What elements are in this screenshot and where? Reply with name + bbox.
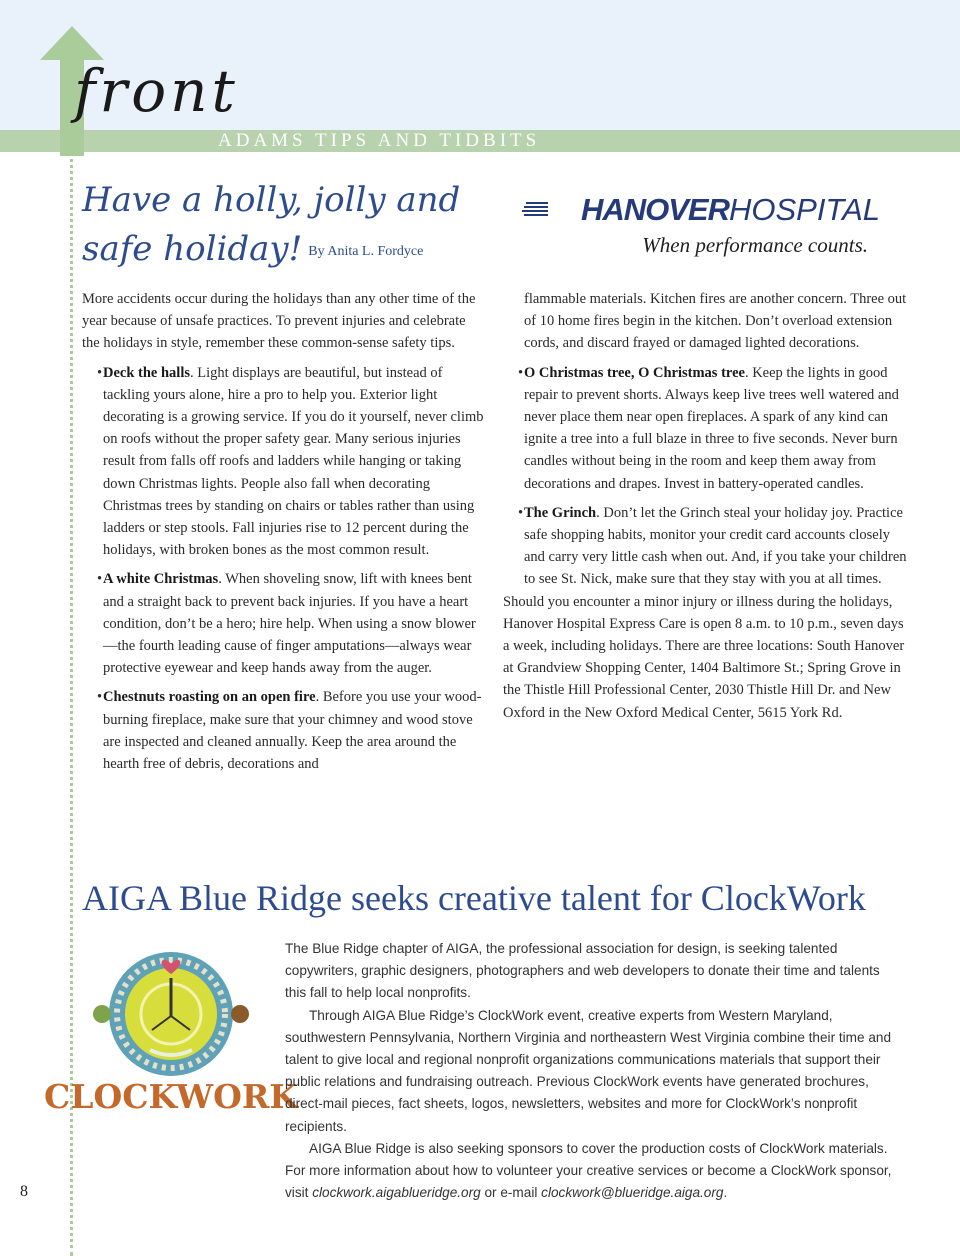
tip-lead: A white Christmas (103, 571, 219, 588)
hospital-name (518, 192, 880, 228)
section-subtitle: ADAMS TIPS AND TIDBITS (218, 130, 541, 151)
tip-lead: Deck the halls (103, 364, 190, 381)
article-intro: More accidents occur during the holidays than any other time of the year because of unsafe practices. To prevent injuries and celebrate the holidays in style, remember these common-sense safety tips. (82, 291, 476, 352)
tip-lead: O Christmas tree, O Christmas tree (524, 364, 745, 381)
bullet-icon: • (97, 571, 103, 588)
hospital-name-italic: HOSPITAL (728, 192, 880, 227)
aiga-body (285, 938, 897, 1204)
article-closing: Should you encounter a minor injury or illness during the holidays, Hanover Hospital Express Care is open 8 a.m. to 10 p.m., seven days a week, including holidays. There are three locations: South Hanover at Grandview Shopping Center, 1404 Baltimore St.; Spring Grove in the Thistle Hill Professional Center, 2030 Thistle Hill Dr. and New Oxford in the New Oxford Medical Center, 5615 York Rd. (503, 593, 905, 721)
article-title (82, 176, 502, 276)
tip-text: . Don’t let the Grinch steal your holiday joy. Practice safe shopping habits, monitor your credit card accounts closely and carry very little cash when out. And, if you take your children to see St. Nick, make sure that they stay with you at all times. (524, 504, 907, 588)
figure-left-icon (93, 1005, 111, 1023)
tip-lead: The Grinch (524, 504, 597, 521)
section-word: front (74, 57, 239, 125)
tip-chestnuts (82, 686, 486, 775)
page-number: 8 (20, 1183, 28, 1200)
tip-deck-the-halls (82, 362, 486, 562)
tip-white-christmas (82, 568, 486, 679)
clockwork-email-link[interactable]: clockwork@blueridge.aiga.org (541, 1185, 724, 1201)
tip-grinch (503, 502, 908, 591)
clockwork-logo (44, 950, 298, 1120)
byline: By Anita L. Fordyce (308, 243, 424, 259)
hospital-tagline: When performance counts. (642, 233, 868, 257)
clockwork-website-link[interactable]: clockwork.aigablueridge.org (312, 1185, 481, 1201)
tip-text: . When shoveling snow, lift with knees bent and a straight back to prevent back injuries. If you have a heart condition, don’t be a hero; hire help. When using a snow blower—the fourth leading cause of finger amputations—always wear protective eyewear and keep hands away from the auger. (103, 571, 476, 677)
aiga-p3-mid: or e-mail (480, 1185, 542, 1201)
tip-christmas-tree (503, 362, 908, 495)
tip-text: . Before you use your wood-burning fireplace, make sure that your chimney and wood stove are inspected and cleaned annually. Keep the area around the hearth free of debris, decorations and (103, 689, 482, 773)
article-column-right (503, 288, 908, 724)
bullet-icon: • (97, 364, 103, 381)
article-title-text: Have a holly, jolly and safe holiday! (82, 180, 461, 269)
aiga-paragraph-1: The Blue Ridge chapter of AIGA, the professional association for design, is seeking talented copywriters, graphic designers, photographers and web developers to donate their time and talents this fall to help local nonprofits. (285, 941, 880, 1001)
bullet-icon: • (518, 364, 524, 381)
tip-continuation: flammable materials. Kitchen fires are another concern. Three out of 10 home fires begin in the kitchen. Don’t overload extension cords, and discard frayed or damaged lighted decorations. (524, 291, 907, 352)
hospital-name-bold: HANOVER (580, 192, 729, 227)
tip-lead: Chestnuts roasting on an open fire (103, 689, 316, 706)
hanover-hospital-logo (518, 192, 880, 264)
aiga-p3-end: . (723, 1185, 728, 1201)
clockwork-wordmark: CLOCKWORK (44, 1077, 298, 1116)
aiga-title: AIGA Blue Ridge seeks creative talent for ClockWork (82, 878, 866, 918)
aiga-paragraph-3 (285, 1138, 897, 1205)
bullet-icon: • (97, 689, 103, 706)
aiga-p3-start: AIGA Blue Ridge is also seeking sponsors to cover the production costs of ClockWork materials. For more information about how to volunteer your creative services or become a ClockWork sponsor, visit (285, 1140, 892, 1201)
article-column-left (82, 288, 486, 775)
aiga-paragraph-2: Through AIGA Blue Ridge’s ClockWork event, creative experts from Western Maryland, southwestern Pennsylvania, Northern Virginia and northeastern West Virginia combine their time and talent to give local and regional nonprofit organizations communications materials that support their public relations and fundraising outreach. Previous ClockWork events have generated brochures, direct-mail pieces, fact sheets, logos, newsletters, websites and more for ClockWork’s nonprofit recipients. (285, 1007, 892, 1134)
bullet-icon: • (518, 504, 524, 521)
figure-right-icon (231, 1005, 249, 1023)
tip-text: . Keep the lights in good repair to prevent shorts. Always keep live trees well watered and never place them near open fireplaces. A spark of any kind can ignite a tree into a full blaze in three to five seconds. Never burn candles without being in the room and keep them away from decorations and drapes. Invest in battery-operated candles. (524, 364, 899, 492)
tip-text: . Light displays are beautiful, but instead of tackling yours alone, hire a pro to help you. Exterior light decorating is a growing service. If you do it yourself, never climb on roofs without the proper safety gear. Many serious injuries result from falls off roofs and ladders while hanging or taking down Christmas lights. People also fall when decorating Christmas trees by standing on chairs or tables rather than using ladders or step stools. Fall injuries rise to 12 percent during the holidays, with broken bones as the most common result. (103, 364, 484, 559)
